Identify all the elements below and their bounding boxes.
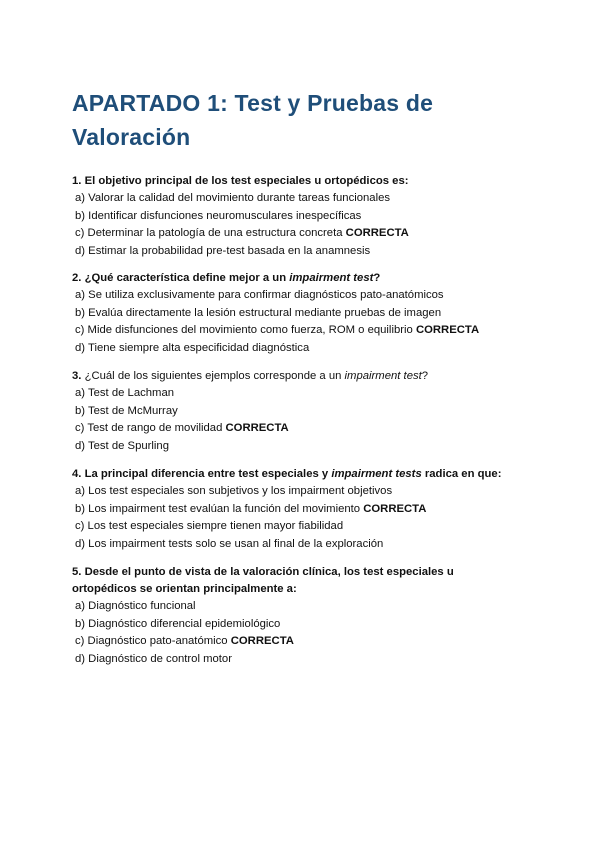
option-b: b) Diagnóstico diferencial epidemiológico	[75, 617, 281, 630]
option-a: a) Test de Lachman	[75, 387, 175, 399]
question-1-text	[72, 173, 542, 190]
option-b: b) Los impairment test evalúan la función del movimiento CORRECTA	[75, 502, 427, 515]
question-4-text: 4. La principal diferencia entre test especiales y impairment tests radica en que:	[72, 468, 502, 480]
question-5-text: 5. Desde el punto de vista de la valoración clínica, los test especiales u ortopédicos se orientan principalmente a:	[72, 566, 454, 595]
option-a: a) Diagnóstico funcional	[75, 600, 196, 612]
option-a: a) Se utiliza exclusivamente para confirmar diagnósticos pato-anatómicos	[75, 289, 444, 301]
question-number: 5.	[72, 566, 82, 578]
option-d: d) Test de Spurling	[75, 439, 169, 452]
question-number: 2.	[72, 272, 82, 284]
option-a: a) Los test especiales son subjetivos y los impairment objetivos	[75, 485, 393, 497]
question-number: 3.	[72, 370, 82, 382]
option-c: c) Test de rango de movilidad CORRECTA	[75, 422, 289, 434]
correct-mark: CORRECTA	[345, 227, 409, 239]
question-1	[72, 173, 542, 260]
question-3	[72, 368, 542, 455]
correct-mark: CORRECTA	[415, 324, 480, 336]
page-title	[72, 86, 542, 154]
question-4	[72, 466, 542, 553]
option-c: c) Mide disfunciones del movimiento como fuerza, ROM o equilibrio CORRECTA	[75, 324, 480, 336]
correct-mark: CORRECTA	[225, 422, 289, 434]
correct-mark: CORRECTA	[230, 635, 294, 647]
title-line-1: APARTADO 1: Test y Pruebas de	[72, 90, 434, 116]
question-2-text: 2. ¿Qué característica define mejor a un impairment test?	[72, 272, 381, 284]
option-d: d) Tiene siempre alta especificidad diagnóstica	[75, 341, 310, 354]
option-c: c) Los test especiales siempre tienen mayor fiabilidad	[75, 520, 344, 532]
option-b: b) Test de McMurray	[75, 404, 178, 417]
option-d: d) Los impairment tests solo se usan al final de la exploración	[75, 537, 384, 550]
question-text: El objetivo principal de los test especiales u ortopédicos es:	[84, 175, 409, 187]
correct-mark: CORRECTA	[363, 502, 427, 515]
question-number: 1.	[72, 175, 82, 187]
option-b: b) Identificar disfunciones neuromusculares inespecíficas	[75, 209, 362, 222]
option-b: b) Evalúa directamente la lesión estructural mediante pruebas de imagen	[75, 306, 442, 319]
question-5	[72, 564, 542, 668]
option-a: a) Valorar la calidad del movimiento durante tareas funcionales	[75, 192, 391, 204]
question-3-text: 3. ¿Cuál de los siguientes ejemplos corresponde a un impairment test?	[72, 370, 429, 382]
question-number: 4.	[72, 468, 82, 480]
option-d: d) Diagnóstico de control motor	[75, 652, 232, 665]
question-2	[72, 270, 542, 357]
title-line-2: Valoración	[72, 124, 191, 150]
option-d: d) Estimar la probabilidad pre-test basada en la anamnesis	[75, 244, 371, 257]
option-c: c) Determinar la patología de una estructura concreta CORRECTA	[75, 227, 409, 239]
option-c: c) Diagnóstico pato-anatómico CORRECTA	[75, 635, 294, 647]
